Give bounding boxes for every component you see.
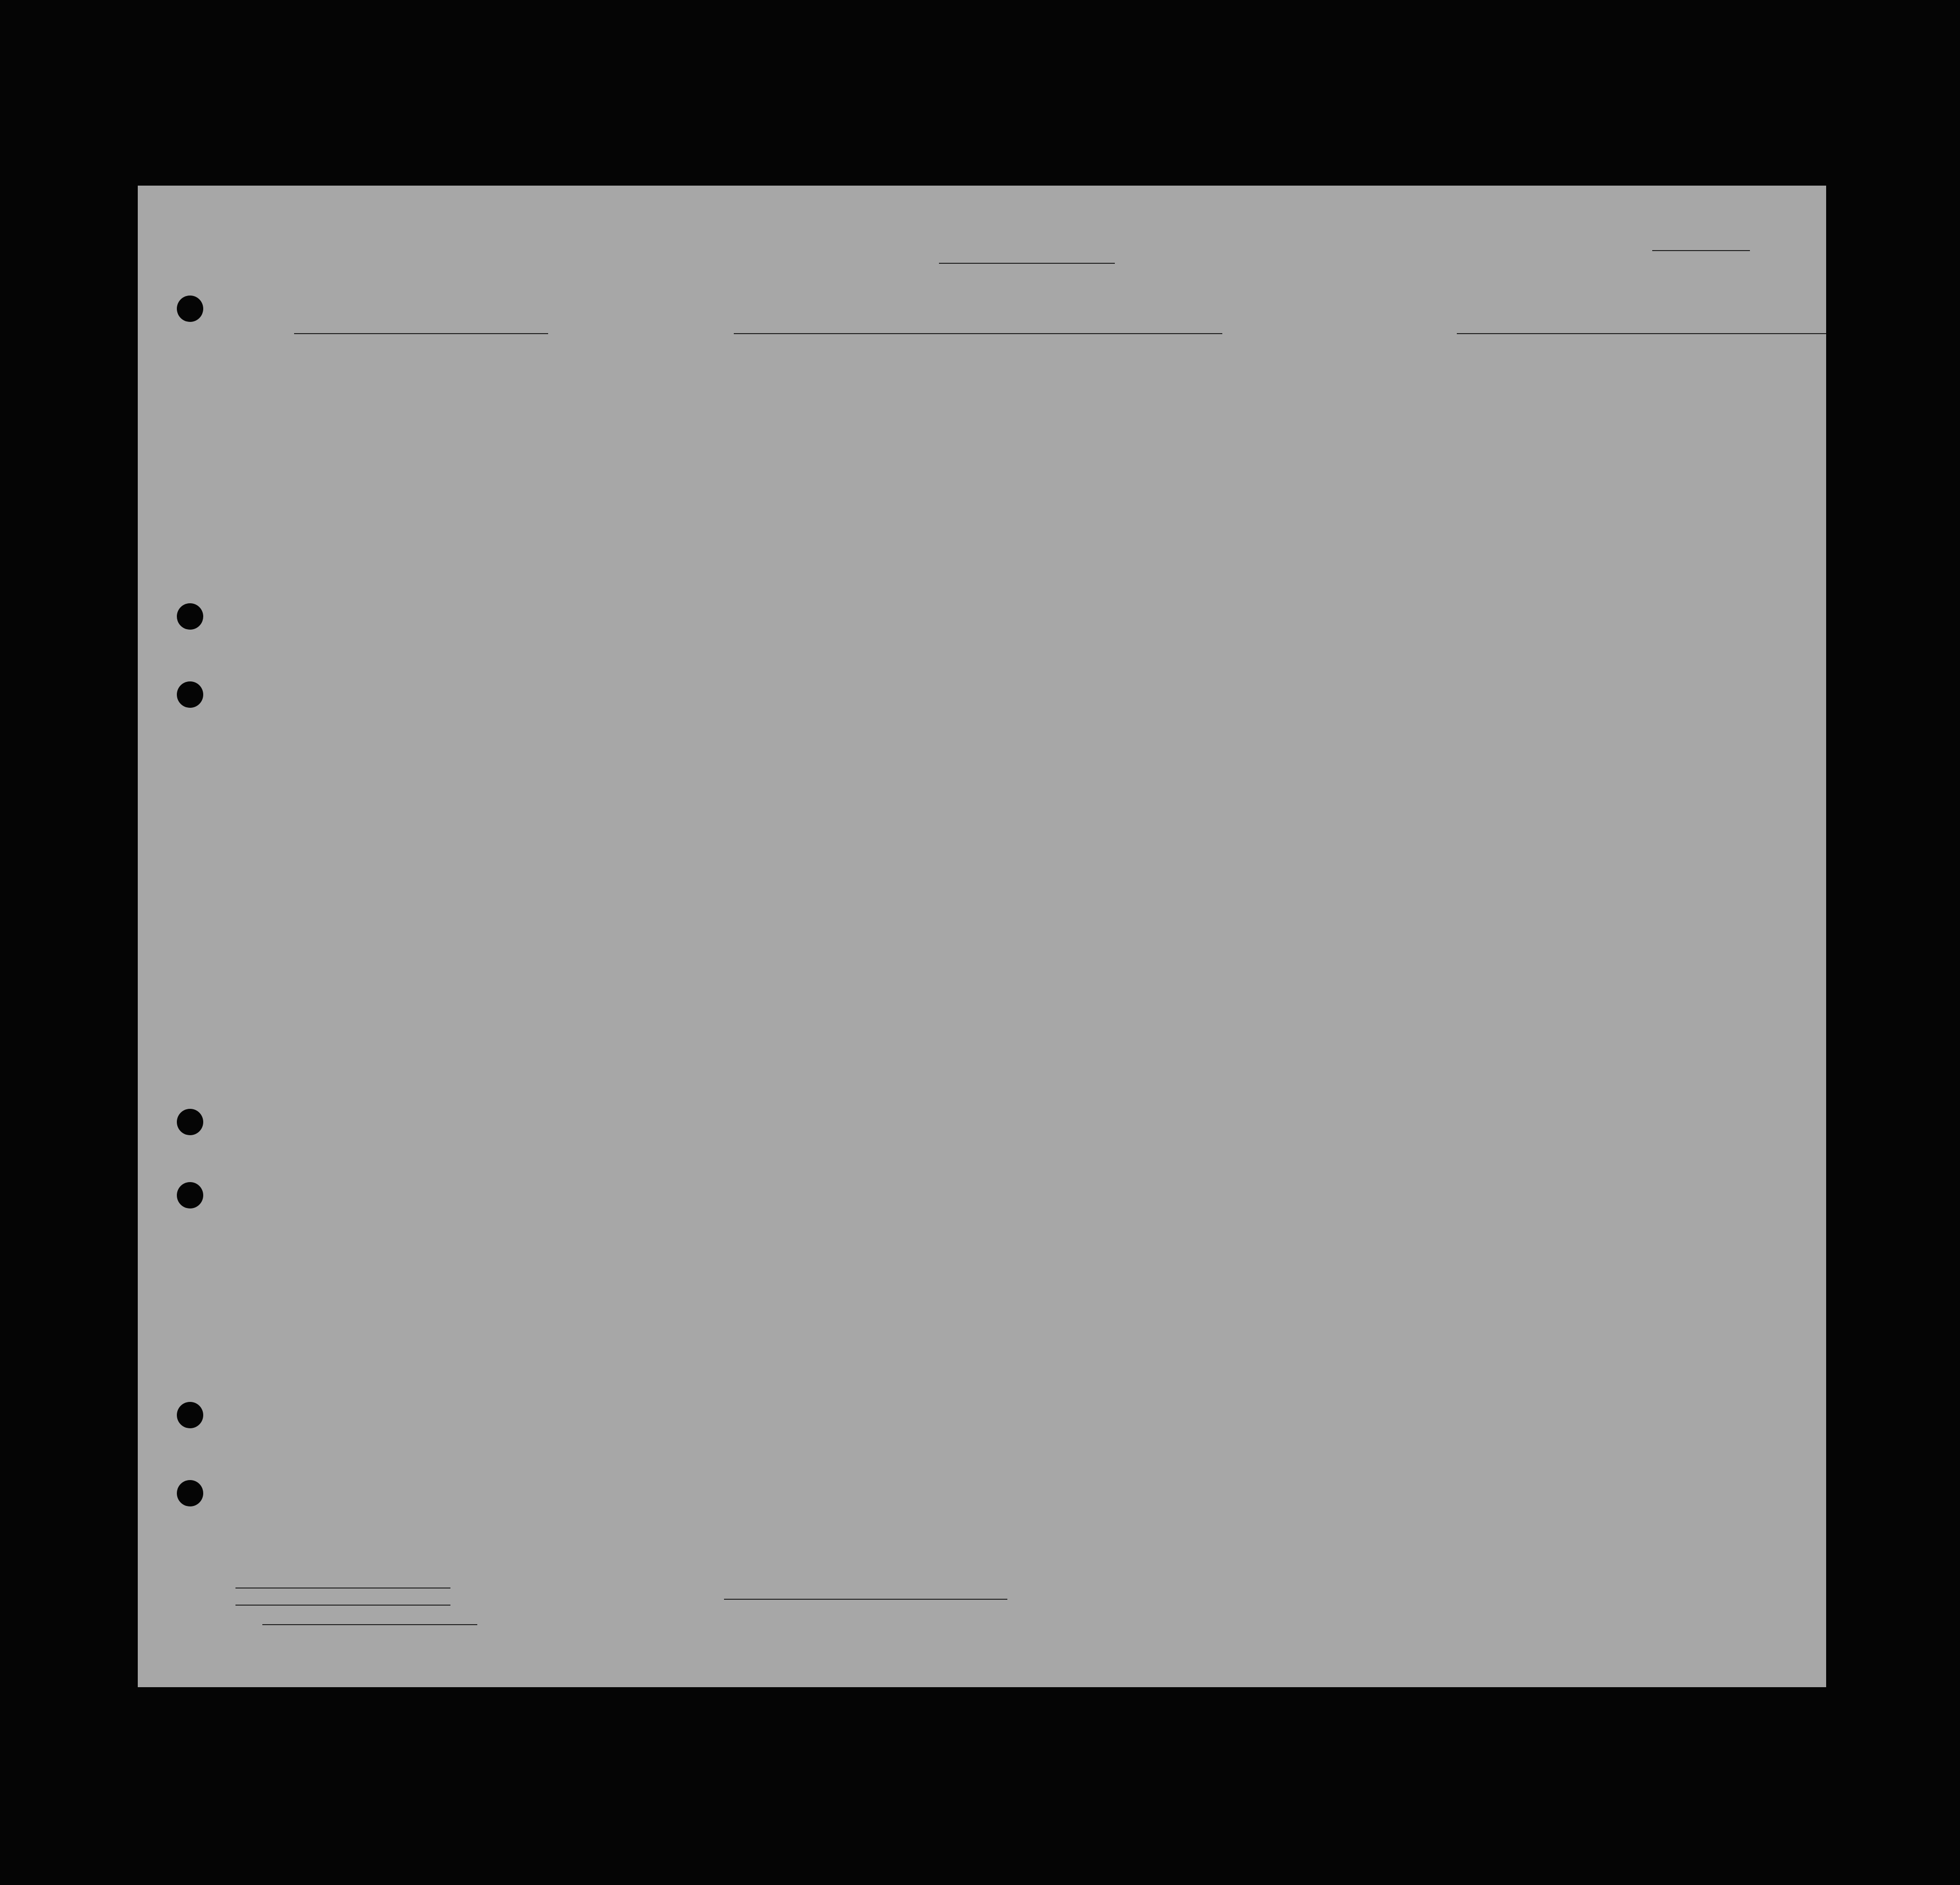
punch-hole: [177, 1182, 203, 1208]
punch-hole: [177, 681, 203, 708]
punch-hole: [177, 1402, 203, 1428]
punch-hole: [177, 1109, 203, 1135]
punch-hole: [177, 1480, 203, 1506]
form-grid: [138, 186, 1826, 1687]
manifest-sheet: [138, 186, 1826, 1687]
punch-hole: [177, 603, 203, 630]
punch-hole: [177, 296, 203, 322]
